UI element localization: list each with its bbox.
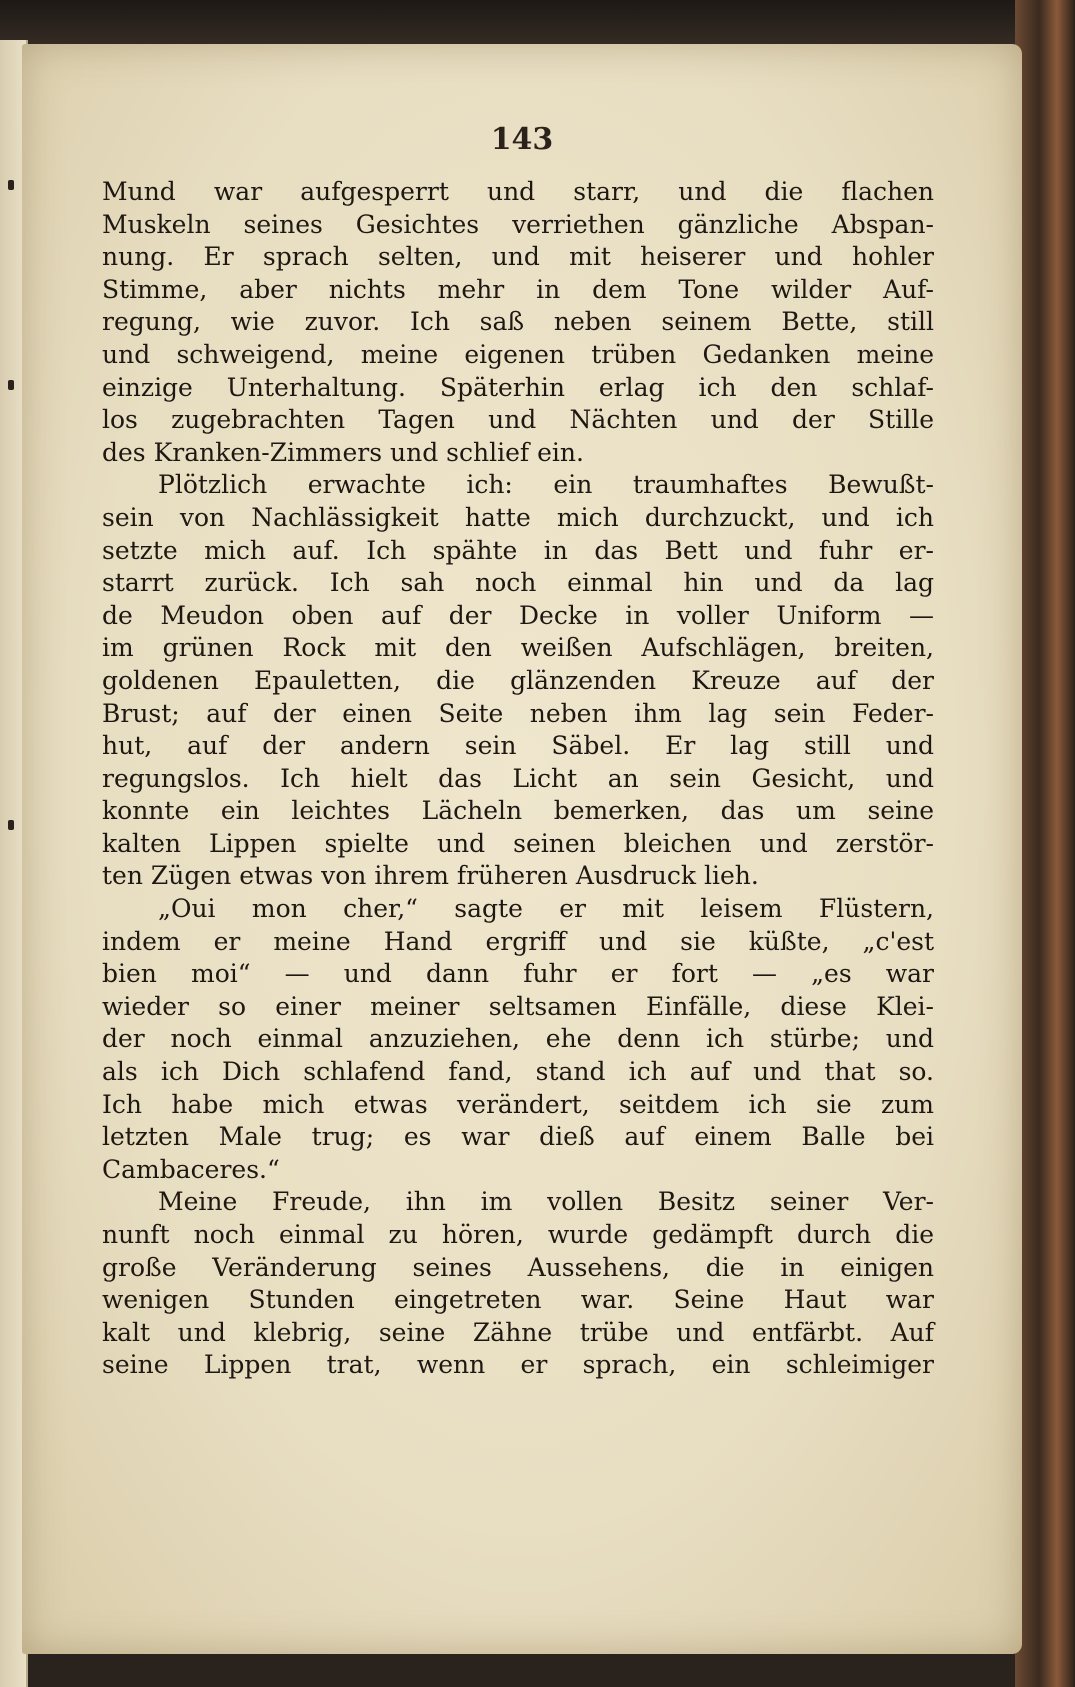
- text-line: im grünen Rock mit den weißen Aufschlägen, breiten,: [102, 633, 934, 663]
- margin-mark: [8, 820, 14, 830]
- page-body-text: [102, 176, 934, 1382]
- text-line: wieder so einer meiner seltsamen Einfälle, diese Klei-: [102, 991, 934, 1021]
- margin-mark: [8, 380, 14, 390]
- text-line: große Veränderung seines Aussehens, die in einigen: [102, 1252, 934, 1282]
- text-line: als ich Dich schlafend fand, stand ich auf und that so.: [102, 1057, 934, 1087]
- text-line: setzte mich auf. Ich spähte in das Bett und fuhr er-: [102, 535, 934, 565]
- text-line: Cambaceres.“: [102, 1154, 280, 1184]
- page-number: 143: [490, 122, 554, 157]
- text-line: Ich habe mich etwas verändert, seitdem ich sie zum: [102, 1089, 934, 1119]
- text-line: de Meudon oben auf der Decke in voller Uniform —: [102, 600, 934, 630]
- book-binding-right: [1015, 0, 1075, 1687]
- text-line: Mund war aufgesperrt und starr, und die flachen: [102, 177, 934, 206]
- text-line: starrt zurück. Ich sah noch einmal hin und da lag: [102, 568, 934, 598]
- text-line: sein von Nachlässigkeit hatte mich durchzuckt, und ich: [102, 502, 934, 532]
- text-line: regung, wie zuvor. Ich saß neben seinem Bette, still: [102, 307, 934, 337]
- text-line: indem er meine Hand ergriff und sie küßte, „c'est: [102, 926, 934, 956]
- text-line: Plötzlich erwachte ich: ein traumhaftes Bewußt-: [158, 470, 934, 500]
- text-line: hut, auf der andern sein Säbel. Er lag still und: [102, 731, 934, 761]
- text-line: konnte ein leichtes Lächeln bemerken, das um seine: [102, 796, 934, 826]
- text-line: kalt und klebrig, seine Zähne trübe und entfärbt. Auf: [102, 1317, 934, 1347]
- text-line: letzten Male trug; es war dieß auf einem Balle bei: [102, 1122, 934, 1152]
- text-line: nunft noch einmal zu hören, wurde gedämpft durch die: [102, 1220, 934, 1249]
- text-line: und schweigend, meine eigenen trüben Gedanken meine: [102, 339, 934, 369]
- text-line: des Kranken-Zimmers und schlief ein.: [102, 437, 584, 467]
- text-line: bien moi“ — und dann fuhr er fort — „es war: [102, 959, 934, 989]
- text-line: goldenen Epauletten, die glänzenden Kreuze auf der: [102, 665, 934, 695]
- text-line: regungslos. Ich hielt das Licht an sein Gesicht, und: [102, 763, 934, 793]
- text-line: der noch einmal anzuziehen, ehe denn ich stürbe; und: [102, 1024, 934, 1054]
- text-line: Muskeln seines Gesichtes verriethen gänzliche Abspan-: [102, 209, 934, 239]
- text-line: wenigen Stunden eingetreten war. Seine Haut war: [102, 1285, 934, 1315]
- text-line: kalten Lippen spielte und seinen bleichen und zerstör-: [102, 828, 934, 858]
- margin-mark: [8, 180, 14, 190]
- text-line: einzige Unterhaltung. Späterhin erlag ich den schlaf-: [102, 372, 934, 402]
- text-line: los zugebrachten Tagen und Nächten und der Stille: [102, 405, 934, 435]
- text-line: „Oui mon cher,“ sagte er mit leisem Flüstern,: [158, 894, 934, 924]
- text-line: ten Zügen etwas von ihrem früheren Ausdruck lieh.: [102, 861, 759, 891]
- text-line: nung. Er sprach selten, und mit heiserer und hohler: [102, 242, 934, 272]
- book-page: [22, 44, 1022, 1654]
- text-line: seine Lippen trat, wenn er sprach, ein schleimiger: [102, 1350, 934, 1380]
- text-line: Stimme, aber nichts mehr in dem Tone wilder Auf-: [102, 274, 934, 304]
- text-line: Meine Freude, ihn im vollen Besitz seiner Ver-: [158, 1187, 934, 1217]
- text-line: Brust; auf der einen Seite neben ihm lag sein Feder-: [102, 698, 934, 728]
